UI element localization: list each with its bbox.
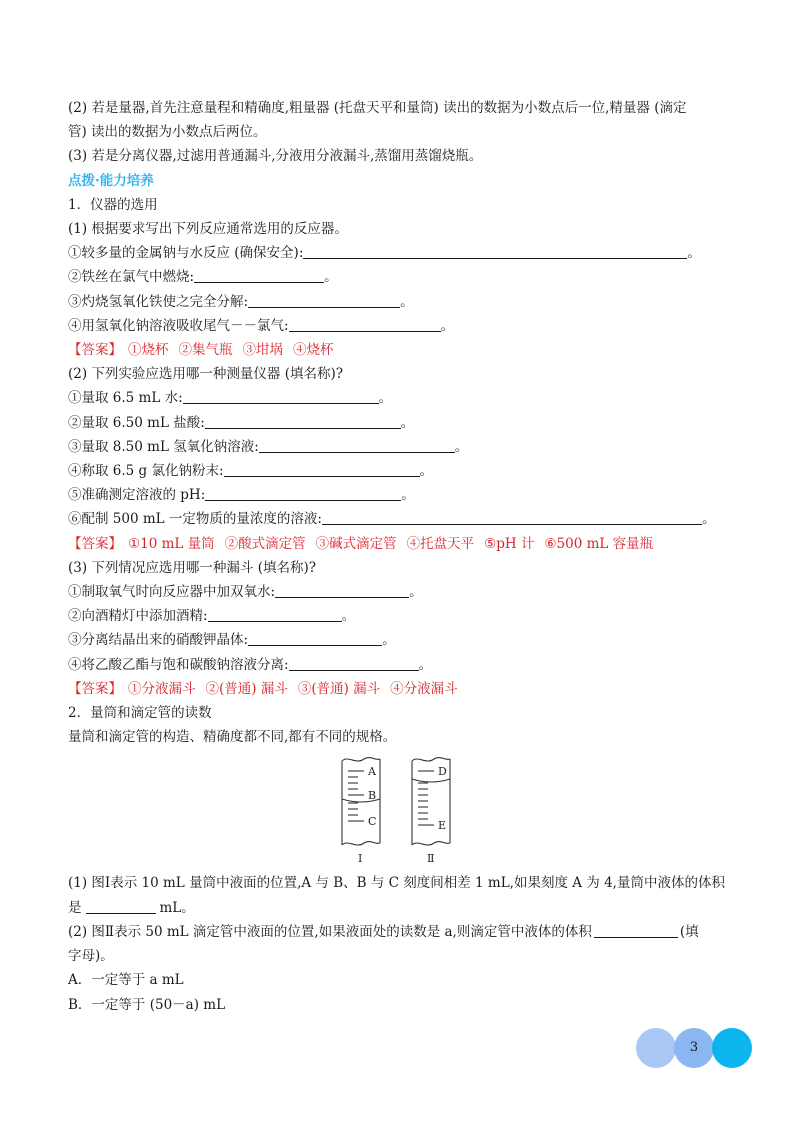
- question-stem: (1) 根据要求写出下列反应通常选用的反应器。: [68, 221, 348, 238]
- fill-item: ①量取 6.5 mL 水: 。: [68, 390, 393, 407]
- option-b: B．一定等于 (50－a) mL: [68, 996, 226, 1013]
- paragraph: (3) 若是分离仪器,过滤用普通漏斗,分液用分液漏斗,蒸馏用蒸馏烧瓶。: [68, 148, 483, 165]
- fill-item: ②铁丝在氯气中燃烧: 。: [68, 269, 338, 286]
- question-title: 1．仪器的选用: [68, 196, 158, 213]
- answer-blank: [183, 389, 379, 404]
- question-stem: (2) 下列实验应选用哪一种测量仪器 (填名称)?: [68, 366, 343, 383]
- answer-blank: [322, 510, 702, 525]
- fill-item: ③灼烧氢氧化铁使之完全分解: 。: [68, 293, 414, 310]
- pager-dot: [636, 1028, 676, 1068]
- tick-label-d: D: [438, 765, 447, 779]
- question-title: 2．量筒和滴定管的读数: [68, 705, 212, 722]
- fill-item: ④用氢氧化钠溶液吸收尾气－－氯气: 。: [68, 317, 455, 334]
- fill-item: ④将乙酸乙酯与饱和碳酸钠溶液分离: 。: [68, 656, 433, 673]
- fill-item: 是 mL。: [68, 899, 195, 916]
- answer-blank: [303, 244, 687, 259]
- option-a: A．一定等于 a mL: [68, 972, 184, 989]
- paragraph: 管) 读出的数据为小数点后两位。: [68, 124, 267, 141]
- fill-item: ③量取 8.50 mL 氢氧化钠溶液: 。: [68, 438, 469, 455]
- answer-blank: [594, 923, 678, 938]
- fill-item: ④称取 6.5 g 氯化钠粉末: 。: [68, 463, 434, 480]
- answer-blank: [205, 414, 401, 429]
- answer-blank: [194, 268, 324, 283]
- answer-blank: [248, 631, 382, 646]
- tick-label-c: C: [368, 815, 377, 829]
- answer-blank: [248, 293, 400, 308]
- fill-item: ①较多量的金属钠与水反应 (确保安全): 。: [68, 245, 701, 262]
- fill-item: ⑤准确测定溶液的 pH: 。: [68, 487, 415, 504]
- answer-blank: [259, 438, 455, 453]
- paragraph: 量筒和滴定管的构造、精确度都不同,都有不同的规格。: [68, 729, 397, 746]
- question-stem: (3) 下列情况应选用哪一种漏斗 (填名称)?: [68, 559, 316, 576]
- tick-label-a: A: [368, 765, 376, 779]
- fill-item: ②量取 6.50 mL 盐酸: 。: [68, 414, 415, 431]
- pager-dot: [712, 1028, 752, 1068]
- cylinder-burette-figure: [68, 749, 730, 871]
- answer-blank: [205, 486, 401, 501]
- page-number-badge: [636, 1028, 752, 1068]
- document-body: [68, 96, 730, 1017]
- answer-blank: [208, 607, 342, 622]
- page-number: 3: [689, 1040, 699, 1055]
- answer-line: 【答案】 ①分液漏斗 ②(普通) 漏斗 ③(普通) 漏斗 ④分液漏斗: [68, 680, 458, 697]
- answer-blank: [224, 462, 420, 477]
- fill-item: ①制取氧气时向反应器中加双氧水: 。: [68, 584, 423, 601]
- answer-blank: [289, 317, 441, 332]
- fill-item: ②向酒精灯中添加酒精: 。: [68, 608, 356, 625]
- answer-blank: [86, 899, 156, 914]
- caption-figure-ii: Ⅱ: [427, 852, 435, 866]
- caption-figure-i: Ⅰ: [358, 852, 363, 866]
- answer-blank: [289, 656, 419, 671]
- paragraph: (2) 若是量器,首先注意量程和精确度,粗量器 (托盘天平和量筒) 读出的数据为小数点后一位,精量器 (滴定: [68, 100, 687, 116]
- answer-line: 【答案】 ①烧杯 ②集气瓶 ③坩埚 ④烧杯: [68, 342, 334, 359]
- answer-blank: [275, 583, 409, 598]
- paragraph: 字母)。: [68, 948, 114, 965]
- fill-item: ⑥配制 500 mL 一定物质的量浓度的溶液: 。: [68, 511, 716, 528]
- tick-label-e: E: [438, 819, 447, 833]
- fill-item: ③分离结晶出来的硝酸钾晶体: 。: [68, 632, 396, 649]
- answer-line: 【答案】 ①10 mL 量筒 ②酸式滴定管 ③碱式滴定管 ④托盘天平 ⑤pH 计 ⑥500 mL 容量瓶: [68, 535, 654, 552]
- fill-item: (2) 图Ⅱ表示 50 mL 滴定管中液面的位置,如果液面处的读数是 a,则滴定管中液体的体积 (填: [68, 923, 699, 940]
- figure-svg: [334, 753, 464, 865]
- section-title: 点拨·能力培养: [68, 172, 154, 189]
- paragraph: (1) 图Ⅰ表示 10 mL 量筒中液面的位置,A 与 B、B 与 C 刻度间相差 1 mL,如果刻度 A 为 4,量筒中液体的体积: [68, 875, 725, 892]
- tick-label-b: B: [368, 789, 377, 803]
